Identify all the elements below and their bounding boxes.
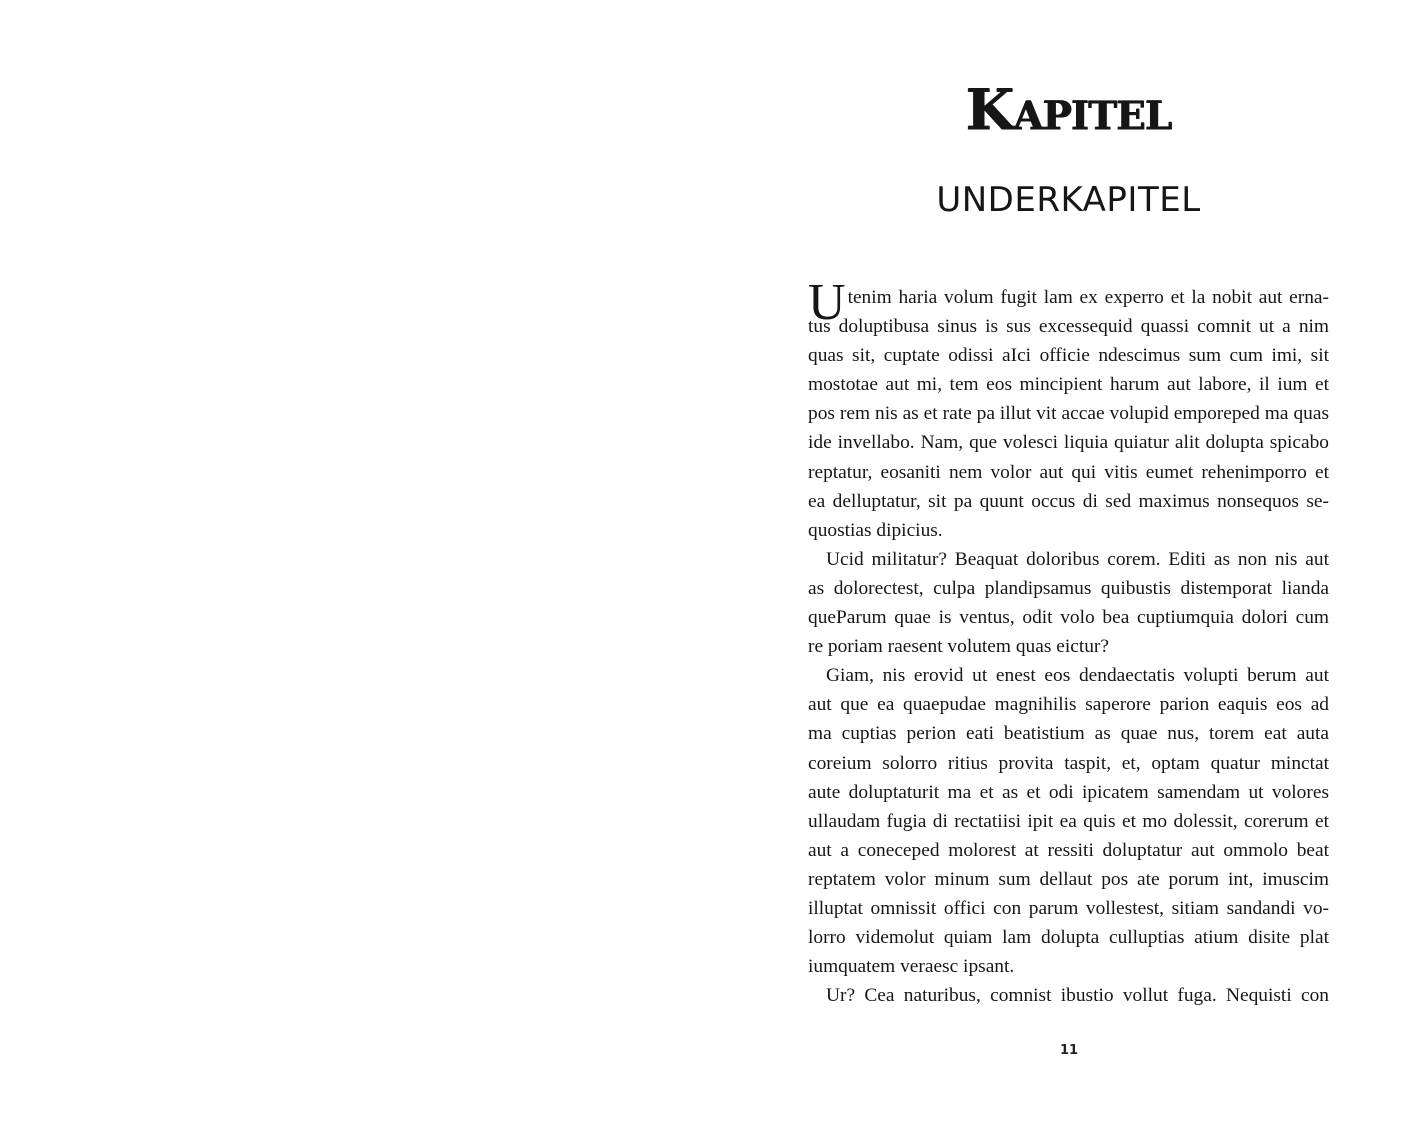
subchapter-title: UNDERKAPITEL [936, 180, 1201, 220]
paragraph-4-line: Ur? Cea naturibus, comnist ibustio vollut fuga. Nequisti con [826, 985, 1329, 1007]
paragraph-1-line: quas sit, cuptate odissi aIci officie ndescimus sum cum imi, sit [808, 345, 1329, 367]
body-text [808, 274, 1329, 1010]
chapter-title: Kapitel [965, 77, 1172, 143]
paragraph-3-line: lorro videmolut quiam lam dolupta culluptias atium disite plat [808, 927, 1329, 949]
left-page-blank [0, 0, 708, 1122]
paragraph-3-line: illuptat omnissit offici con parum vollestest, sitiam sandandi vo- [808, 897, 1329, 919]
paragraph-4 [808, 981, 1329, 1010]
paragraph-3-line: aut a coneceped molorest at ressiti doluptatur aut ommolo beat [808, 839, 1329, 861]
paragraph-1-line-1: Utenim haria volum fugit lam ex experro et la nobit aut erna- [808, 274, 1329, 331]
paragraph-2 [808, 545, 1329, 661]
drop-cap: U [808, 274, 846, 331]
page-number: 11 [1059, 1043, 1079, 1058]
paragraph-3-line: aute doluptaturit ma et as et odi ipicatem samendam ut volores [808, 781, 1329, 803]
paragraph-3-line: reptatem volor minum sum dellaut pos ate porum int, imuscim [808, 868, 1329, 890]
paragraph-3-line: aut que ea quaepudae magnihilis saperore parion eaquis eos ad [808, 694, 1329, 716]
paragraph-1-line: ea delluptatur, sit pa quunt occus di sed maximus nonsequos se- [808, 490, 1329, 512]
paragraph-1-line: mostotae aut mi, tem eos mincipient harum aut labore, il ium et [808, 374, 1329, 396]
paragraph-1-line: reptatur, eosaniti nem volor aut qui vitis eumet rehenimporro et [808, 461, 1329, 483]
paragraph-3-line: ma cuptias perion eati beatistium as quae nus, torem eat auta [808, 723, 1329, 745]
paragraph-2-line: re poriam raesent volutem quas eictur? [808, 636, 1109, 658]
paragraph-3-line: Giam, nis erovid ut enest eos dendaectatis volupti berum aut [826, 665, 1329, 687]
paragraph-1-line: pos rem nis as et rate pa illut vit accae volupid emporeped ma quas [808, 403, 1329, 425]
paragraph-2-line: Ucid militatur? Beaquat doloribus corem. Editi as non nis aut [826, 548, 1329, 570]
paragraph-3-line: ullaudam fugia di rectatiisi ipit ea quis et mo dolessit, corerum et [808, 810, 1329, 832]
paragraph-3 [808, 661, 1329, 981]
paragraph-1-line: quostias dipicius. [808, 519, 943, 541]
paragraph-1-line: ide invellabo. Nam, que volesci liquia quiatur alit dolupta spicabo [808, 432, 1329, 454]
paragraph-2-line: as dolorectest, culpa plandipsamus quibustis distemporat lianda [808, 577, 1329, 599]
paragraph-1-line: tus doluptibusa sinus is sus excessequid quassi comnit ut a nim [808, 316, 1329, 338]
paragraph-1 [808, 274, 1329, 545]
paragraph-3-line: coreium solorro ritius provita taspit, et, optam quatur minctat [808, 752, 1329, 774]
paragraph-2-line: queParum quae is ventus, odit volo bea cuptiumquia dolori cum [808, 607, 1329, 629]
paragraph-3-line: iumquatem veraesc ipsant. [808, 956, 1015, 978]
